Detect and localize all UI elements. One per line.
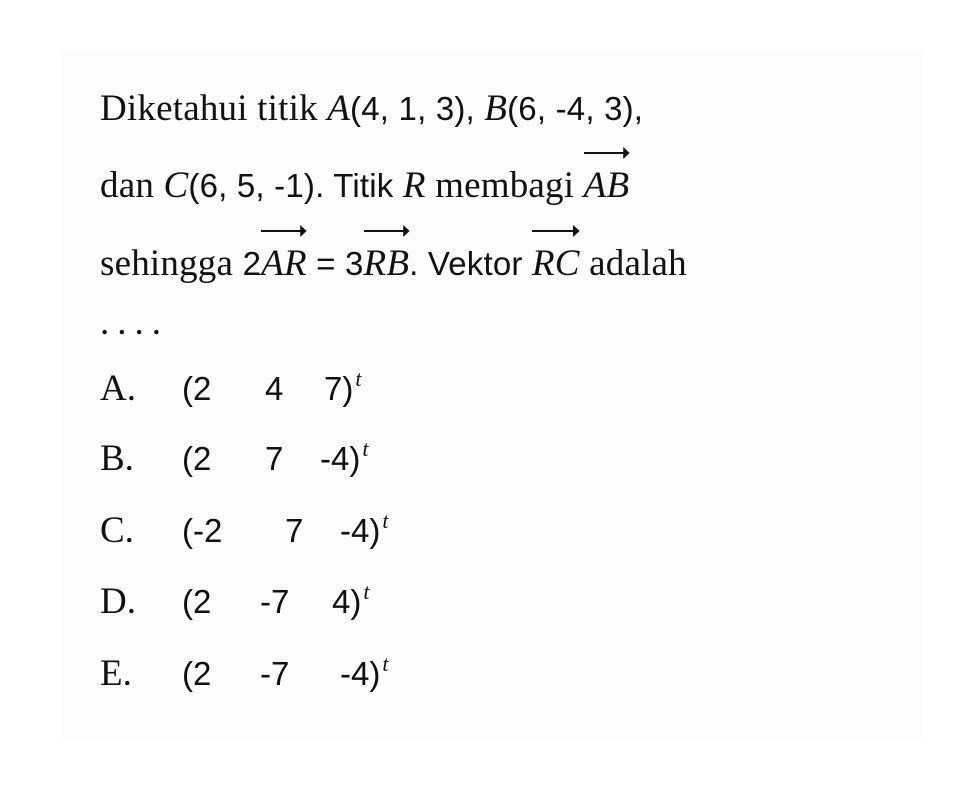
vector-component-2: -7: [260, 583, 290, 620]
question-ellipsis: ....: [100, 302, 169, 343]
vector-rc-text: RC: [531, 243, 580, 284]
option-label: D.: [100, 581, 136, 622]
question-text: adalah: [579, 243, 687, 284]
vector-arrow-icon: [261, 225, 307, 237]
question-text: Diketahui titik: [100, 88, 328, 129]
vector-component-3: -4)$^t$: [340, 651, 389, 692]
vector-rb: [364, 245, 410, 282]
option-label: E.: [100, 653, 132, 694]
vector-component-1: (2: [182, 583, 212, 620]
question-text: membagi: [425, 165, 584, 206]
point-a-label: A: [327, 88, 351, 129]
vector-component-3: -4)$^t$: [340, 508, 389, 549]
vector-component-2: 4: [265, 370, 284, 407]
point-b-coords: (6, -4, 3),: [507, 90, 644, 127]
vector-component-2: -7: [260, 655, 290, 692]
point-c-label: C: [163, 165, 189, 206]
question-text: dan: [100, 165, 164, 206]
vector-arrow-icon: [364, 225, 410, 237]
vector-component-3: 7)$^t$: [324, 366, 362, 407]
vector-component-1: (-2: [182, 512, 223, 549]
vector-ab-text: AB: [583, 165, 630, 206]
question-text: sehingga: [100, 243, 243, 284]
vector-component-1: (2: [182, 655, 212, 692]
coefficient-2: 2: [242, 245, 262, 282]
option-label: C.: [100, 510, 134, 551]
vector-ab: [584, 167, 630, 204]
vector-rb-text: RB: [363, 243, 410, 284]
point-a-coords: (4, 1, 3),: [350, 90, 485, 127]
equation-middle: = 3: [306, 245, 364, 282]
question-line-3: [100, 245, 687, 282]
vector-rc: [532, 245, 580, 282]
point-r-label: R: [402, 165, 426, 206]
vector-component-1: (2: [182, 370, 212, 407]
vector-component-2: 7: [265, 440, 284, 477]
vector-component-3: 4)$^t$: [332, 579, 370, 620]
question-line-1: [100, 90, 643, 127]
vector-ar: [261, 245, 307, 282]
vector-arrow-icon: [584, 147, 630, 159]
point-c-coords: (6, 5, -1). Titik: [188, 167, 403, 204]
vector-component-2: 7: [285, 512, 304, 549]
vector-ar-text: AR: [261, 243, 307, 284]
option-label: B.: [100, 438, 134, 479]
vector-component-1: (2: [182, 440, 212, 477]
vector-arrow-icon: [532, 225, 580, 237]
question-line-2: [100, 167, 629, 204]
question-text: . Vektor: [409, 245, 532, 282]
option-label: A.: [100, 368, 136, 409]
vector-component-3: -4)$^t$: [320, 436, 369, 477]
point-b-label: B: [484, 88, 508, 129]
